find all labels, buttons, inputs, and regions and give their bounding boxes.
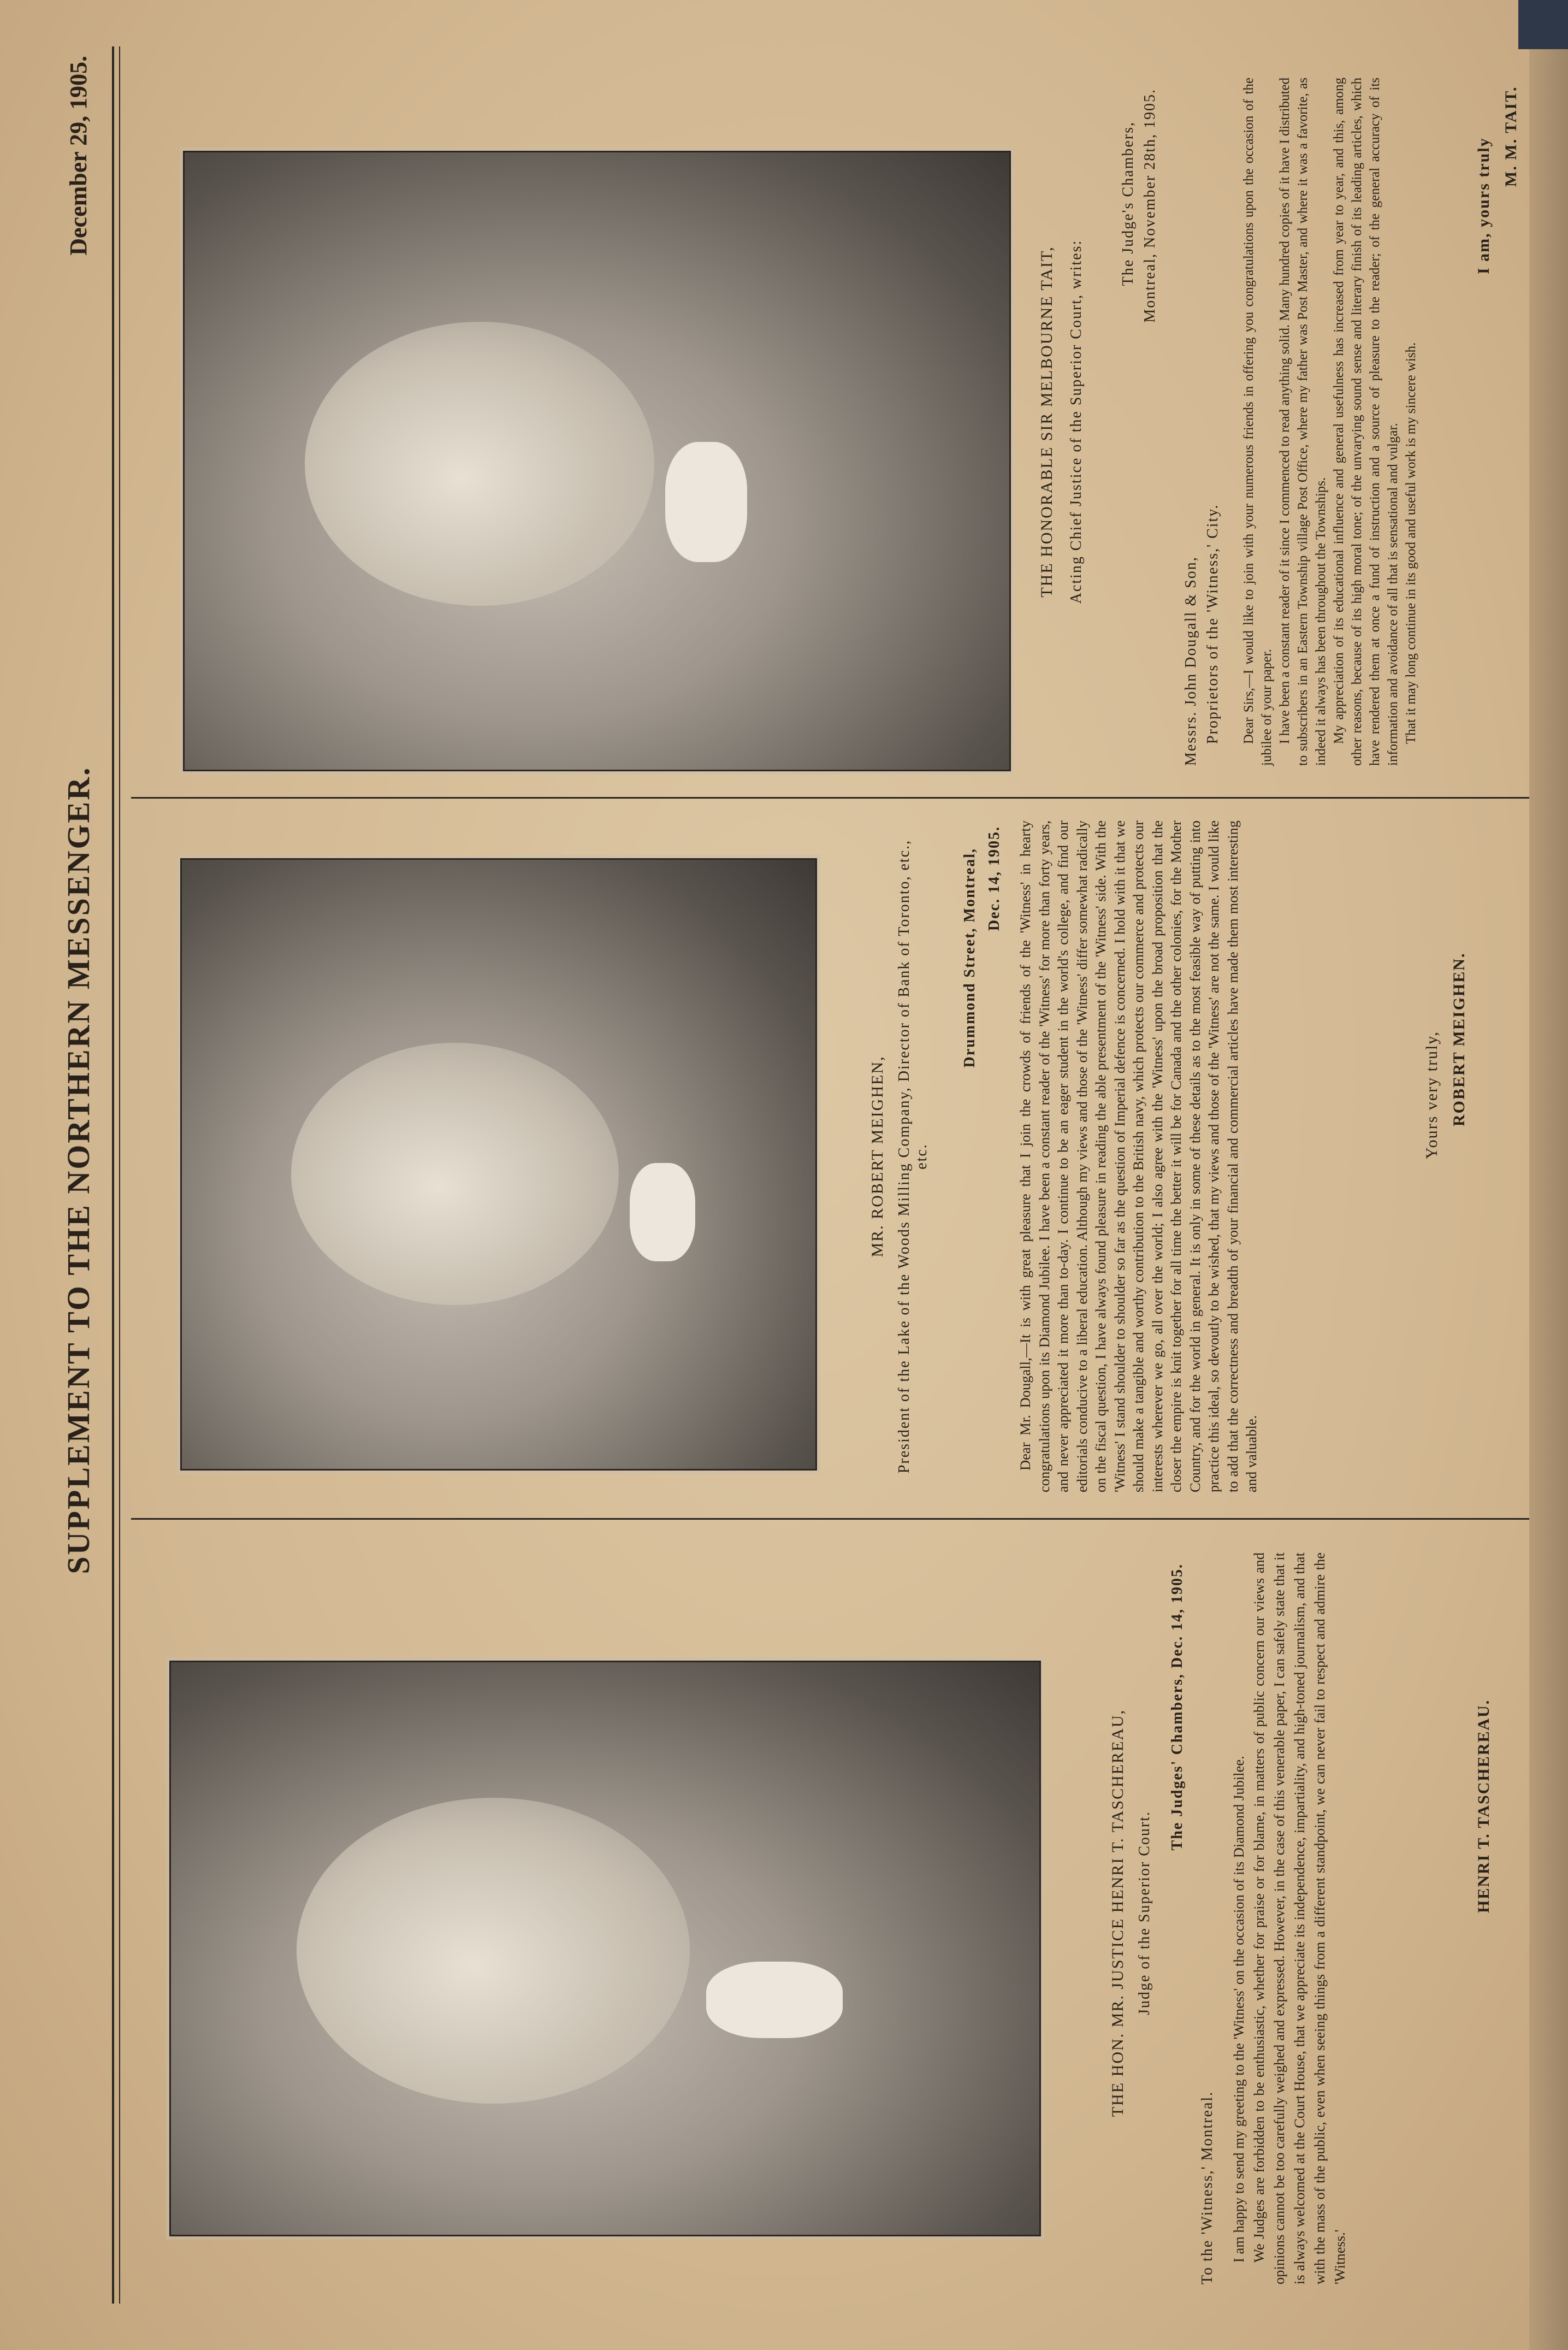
closing: I am, yours truly [1475, 137, 1493, 274]
letter-paragraph: We Judges are forbidden to be enthusiastic, whether for praise or for blame, in matters of public concern our views and opinions cannot be too carefully weighed and expressed. However, in the case of this venerable paper, I can safely state that it is always welcomed at the Court House, that we appreciate its independence, impartiality, and high-toned journalism, and that with the mass of the public, even when seeing things from a different standpoint, we can never fail to respect and admire the 'Witness.' [1251, 1552, 1348, 2284]
column-divider [131, 1518, 1529, 1520]
portrait-face [291, 1043, 619, 1305]
signature: ROBERT MEIGHEN. [1450, 952, 1468, 1126]
addressee: Messrs. John Dougall & Son, [1182, 556, 1199, 766]
subject-name: MR. ROBERT MEIGHEN, [868, 1055, 886, 1257]
signature: HENRI T. TASCHEREAU. [1475, 1699, 1493, 1913]
page-header [60, 56, 104, 2284]
letter-body [1016, 820, 1261, 1492]
letter-paragraph: I have been a constant reader of it since I commenced to read anything solid. Many hundred copies of it have I distributed to subscribers in an Eastern Township village Post Office, where my father was Post Master, and where it was a favorite, as indeed it always has been throughout the Townships. [1277, 78, 1328, 766]
letter-paragraph: My appreciation of its educational influence and general usefulness has increased from year to year, and this, among other reasons, because of its high moral tone; of the unvarying sound sense and literary finish of its leading articles, which have rendered them at once a fund of instruction and a source of pleasure to the reader; of the general accuracy of its information and avoidance of all that is sensational and vulgar. [1332, 78, 1400, 766]
column-tait [142, 56, 1540, 788]
address: Drummond Street, Montreal, [961, 848, 978, 1068]
letter-body [1229, 1552, 1350, 2284]
issue-date: December 29, 1905. [65, 56, 92, 256]
chambers: The Judge's Chambers, [1120, 121, 1137, 286]
portrait-tait [183, 151, 1011, 771]
addressee: To the 'Witness,' Montreal. [1199, 2091, 1216, 2284]
portrait-meighen [180, 858, 817, 1471]
subject-title: Judge of the Superior Court. [1136, 1810, 1153, 2016]
dateline: Montreal, November 28th, 1905. [1141, 88, 1158, 323]
closing: Yours very truly, [1423, 1031, 1441, 1159]
letter-paragraph: Dear Sirs,—I would like to join with your numerous friends in offering you congratulations upon the occasion of the jubilee of your paper. [1241, 78, 1274, 766]
portrait-face [297, 1798, 690, 2104]
portrait-collar [630, 1163, 695, 1261]
letter-paragraph: That it may long continue in its good and useful work is my sincere wish. [1404, 342, 1418, 744]
portrait-collar [665, 442, 747, 562]
portrait-taschereau [169, 1661, 1041, 2236]
letter-paragraph: Dear Mr. Dougall,—It is with great pleasure that I join the crowds of friends of the 'Witness' in hearty congratulations upon its Diamond Jubilee. I have been a constant reader of the 'Witness' for more than forty years, and never appreciated it more than to-day. I continue to be an eager student in the world's college, and find our editorials conducive to a liberal education. Although my views and those of the 'Witness' differ somewhat radically on the fiscal question, I have always found pleasure in reading the able presentment of the 'Witness' side. With the 'Witness' I stand shoulder to shoulder so far as the question of Imperial defence is concerned. I hold with it that we should make a tangible and worthy contribution to the British navy, which protects our commerce and protects our interests wherever we go, all over the world; I also agree with the 'Witness' upon the broad proposition that the closer the empire is knit together for all time the better it will be for Canada and the other colonies, for the Mother Country, and for the world in general. It is only in some of these details as to the most feasible way of putting into practice this ideal, so devoutly to be wished, that my views and those of the 'Witness' are not the same. I would like to add that the correctness and breadth of your financial and commercial articles have made them most interesting and valuable. [1017, 820, 1259, 1492]
addressee-line-2: Proprietors of the 'Witness,' City. [1204, 504, 1221, 744]
letter-paragraph: I am happy to send my greeting to the 'Witness' on the occasion of its Diamond Jubilee. [1230, 1756, 1247, 2263]
signature: M. M. TAIT. [1502, 86, 1520, 187]
subject-title: Acting Chief Justice of the Superior Court, writes: [1068, 239, 1085, 604]
portrait-collar [706, 1962, 843, 2038]
dateline: Dec. 14, 1905. [986, 826, 1003, 931]
portrait-face [305, 322, 654, 606]
subject-title: President of the Lake of the Woods Milling Company, Director of Bank of Toronto, etc., etc. [896, 839, 930, 1474]
supplement-title: SUPPLEMENT TO THE NORTHERN MESSENGER. [61, 766, 96, 1574]
column-divider [131, 797, 1529, 799]
dateline: The Judges' Chambers, Dec. 14, 1905. [1169, 1563, 1186, 1851]
column-taschereau [142, 1531, 1540, 2295]
header-rule [112, 46, 114, 2304]
column-meighen [142, 804, 1540, 1509]
subject-name: THE HONORABLE SIR MELBOURNE TAIT, [1038, 246, 1056, 598]
subject-name: THE HON. MR. JUSTICE HENRI T. TASCHEREAU, [1109, 1709, 1127, 2117]
header-rule-inner [119, 46, 120, 2304]
letter-body [1240, 78, 1420, 766]
